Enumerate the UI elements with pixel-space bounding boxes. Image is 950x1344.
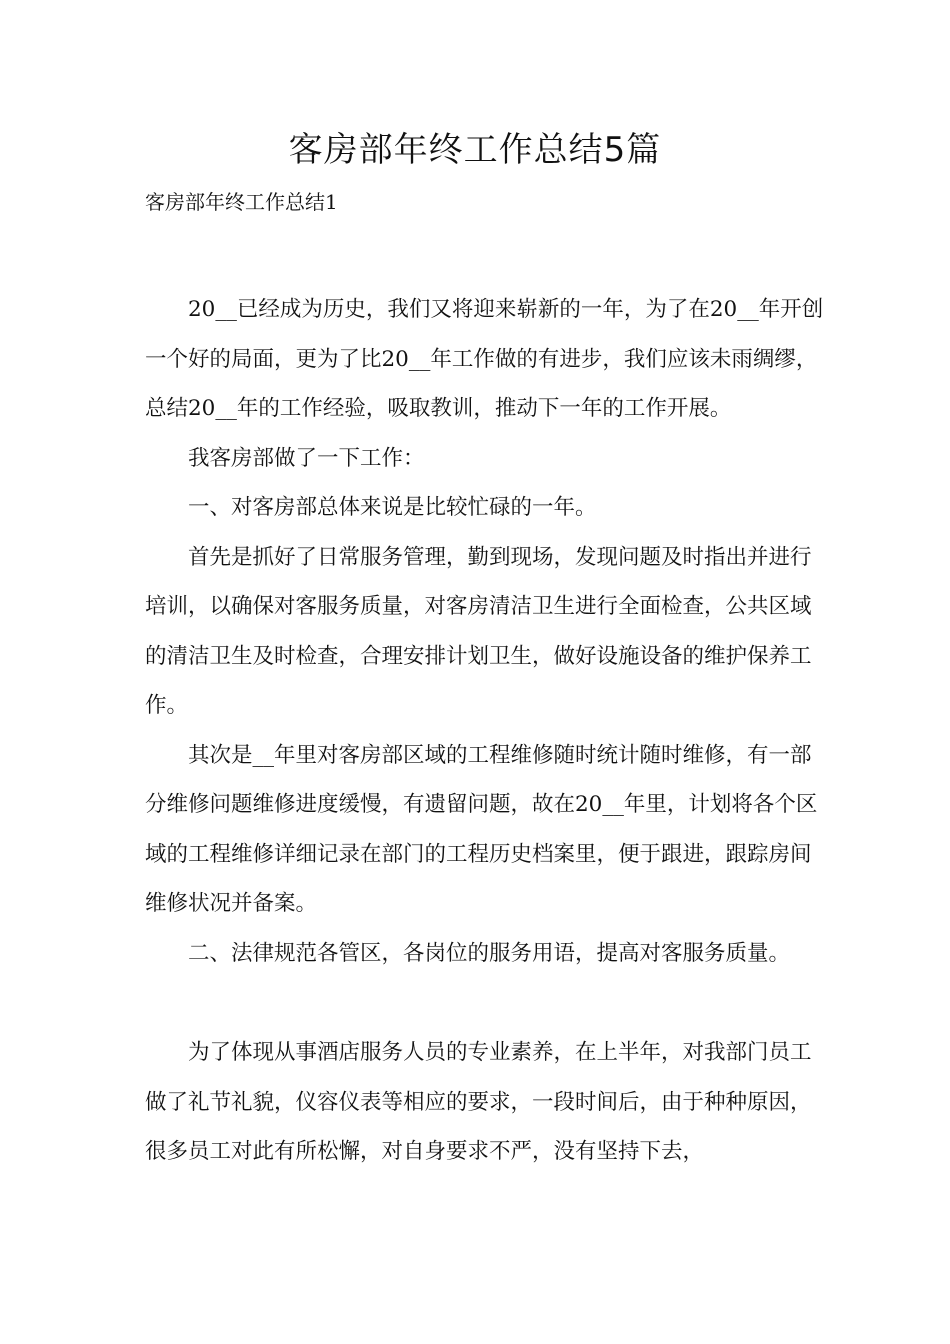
document-subtitle: 客房部年终工作总结1 [145,190,338,214]
paragraph-professionalism: 为了体现从事酒店服务人员的专业素养，在上半年，对我部门员工做了礼节礼貌，仪容仪表等相应的要求，一段时间后，由于种种原因，很多员工对此有所松懈，对自身要求不严，没有坚持下去， [145,1040,812,1164]
document-body [145,285,825,1177]
paragraph-maintenance: 其次是__年里对客房部区域的工程维修随时统计随时维修，有一部分维修问题维修进度缓慢，有遗留问题，故在20__年里，计划将各个区域的工程维修详细记录在部门的工程历史档案里，便于跟进，跟踪房间维修状况并备案。 [145,742,818,916]
document-title: 客房部年终工作总结5篇 [288,130,662,170]
paragraph-gap [145,978,825,1028]
paragraph-work-done: 我客房部做了一下工作： [188,445,425,471]
paragraph-intro: 20__已经成为历史，我们又将迎来崭新的一年，为了在20__年开创一个好的局面，更为了比20__年工作做的有进步，我们应该未雨绸缪，总结20__年的工作经验，吸取教训，推动下一年的工作开展。 [145,297,824,421]
paragraph-section-one: 一、对客房部总体来说是比较忙碌的一年。 [188,495,597,520]
paragraph-section-two: 二、法律规范各管区，各岗位的服务用语，提高对客服务质量。 [188,940,791,966]
paragraph-daily-management: 首先是抓好了日常服务管理，勤到现场，发现问题及时指出并进行培训，以确保对客服务质量，对客房清洁卫生进行全面检查，公共区域的清洁卫生及时检查，合理安排计划卫生，做好设施设备的维护保养工作。 [145,544,812,718]
